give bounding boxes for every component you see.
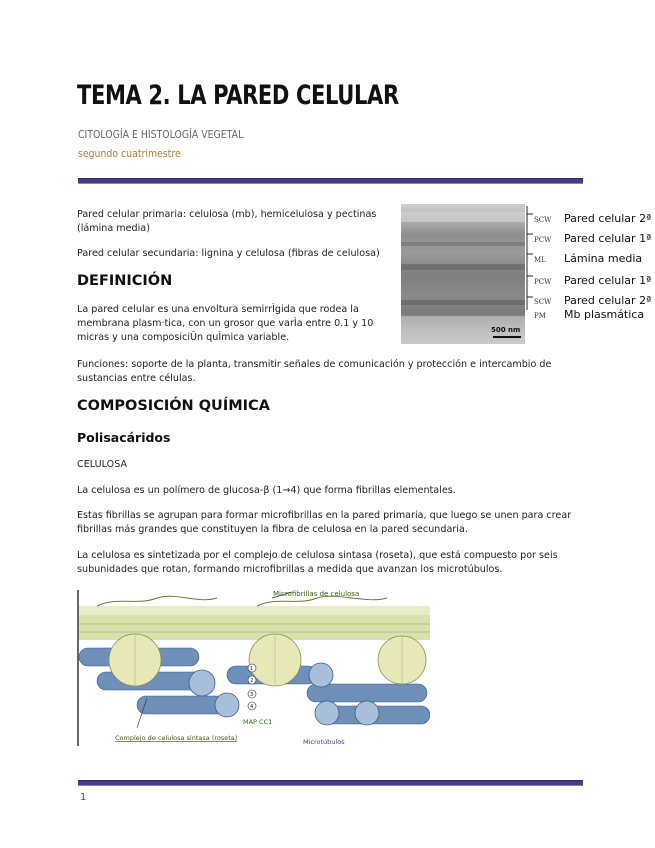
label-abbr: SCW [534,298,552,306]
label-row [534,269,651,288]
label-row [534,227,651,246]
funciones-text: Funciones: soporte de la planta, transmitir señales de comunicación y protección e intercambio de sustancias entre células. [77,359,552,384]
course-subtitle: CITOLOGÍA E HISTOLOGÍA VEGETAL [78,128,244,141]
diagram-num: 4 [250,704,254,710]
label-text: Pared celular 2ª [564,294,652,307]
scale-label: 500 nm [491,326,521,334]
label-row [534,207,651,226]
celulosa-p3: La celulosa es sintetizada por el complejo de celulosa sintasa (roseta), que está compuesto por seis subunidades que rotan, formando microfibrillas a medida que avanzan los microtúbulos. [77,550,558,575]
microtubulos-label: Microtúbulos [303,738,345,746]
scale-bar [493,336,521,338]
definicion-text: La pared celular es una envoltura semirrÌgida que rodea la membrana plasm·tica, con un grosor que varÌa entre 0.1 y 10 micras y una composiciÛn quÌmica variable. [77,304,374,343]
label-abbr: PM [534,312,546,320]
celulosa-label: CELULOSA [77,459,128,470]
celulosa-p1: La celulosa es un polímero de glucosa-β (1→4) que forma fibrillas elementales. [77,485,456,496]
label-text: Pared celular 1ª [564,232,652,245]
intro-primary-wall: Pared celular primaria: celulosa (mb), hemicelulosa y pectinas (lámina media) [77,209,377,234]
label-abbr: ML [534,256,546,264]
map-label: MAP CC1 [243,718,273,726]
label-abbr: PCW [534,278,552,286]
label-text: Lámina media [564,252,643,265]
page-title: TEMA 2. LA PARED CELULAR [77,80,399,111]
composicion-heading: COMPOSICIÓN QUÍMICA [77,398,270,414]
definicion-heading: DEFINICIÓN [77,273,173,289]
page-number: 1 [80,792,87,803]
microfibrillas-label: Microfibrillas de celulosa [273,590,360,598]
label-abbr: SCW [534,216,552,224]
diagram-num: 3 [250,692,254,698]
footer-rule [78,780,583,786]
label-abbr: PCW [534,236,552,244]
label-text: Pared celular 2ª [564,212,652,225]
cell-wall-micrograph [401,204,525,344]
cellulose-synthase-diagram [77,588,430,748]
celulosa-p2: Estas fibrillas se agrupan para formar microfibrillas en la pared primaria, que luego se unen para crear fibrillas más grandes que constituyen la fibra de celulosa en la pared secundaria. [77,510,572,535]
diagram-num: 1 [250,666,254,672]
complejo-label: Complejo de celulosa sintasa (roseta) [115,734,238,742]
label-row [534,247,642,266]
label-text: Pared celular 1ª [564,274,652,287]
intro-secondary-wall: Pared celular secundaria: lignina y celulosa (fibras de celulosa) [77,248,380,259]
label-text: Mb plasmática [564,308,645,321]
diagram-num: 2 [250,678,254,684]
label-row [534,303,644,322]
term-subtitle: segundo cuatrimestre [78,147,181,160]
header-rule [78,178,583,184]
polisacaridos-heading: Polisacáridos [77,430,171,445]
